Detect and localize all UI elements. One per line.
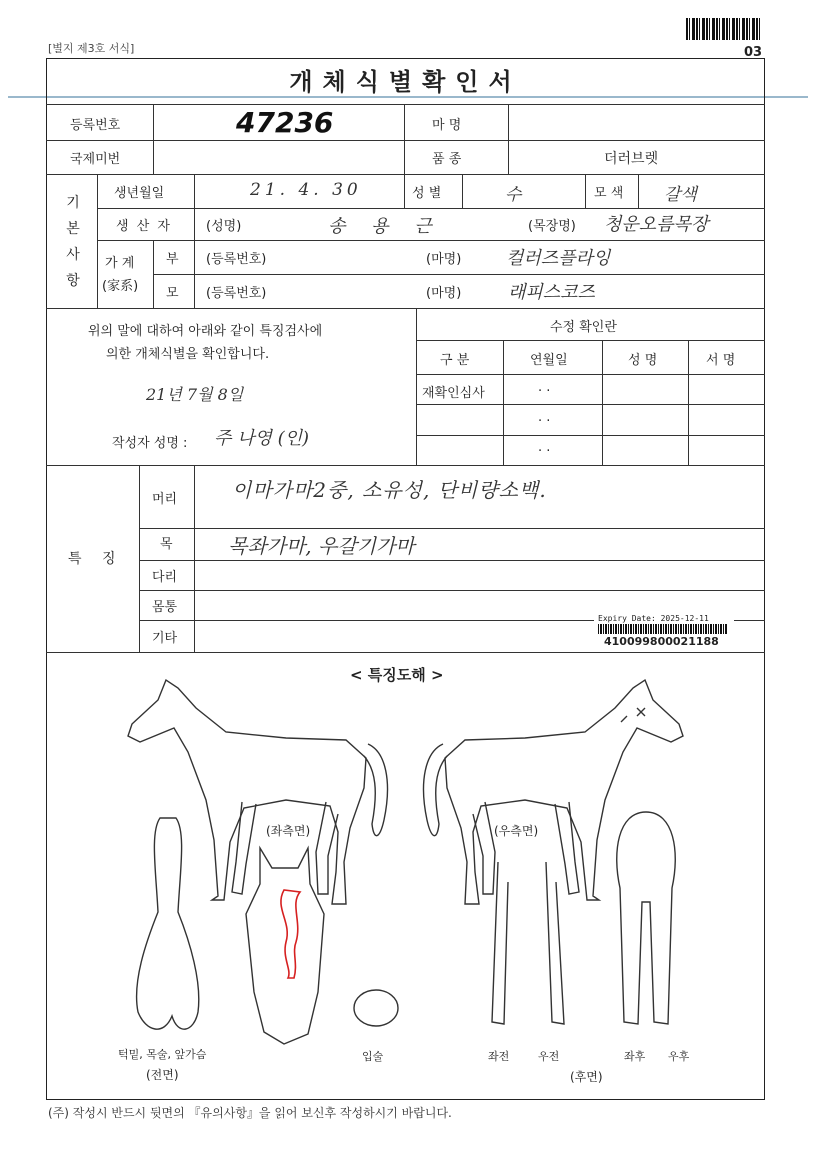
left-front-caption: 좌전 <box>488 1050 510 1063</box>
horse-diagram <box>46 652 765 1098</box>
basic-section-label: 기본사항 <box>66 195 80 289</box>
pedigree-hanja: (家系) <box>102 279 139 294</box>
dam-name-hint: (마명) <box>426 286 462 301</box>
rev-row3-date: . . <box>538 440 551 455</box>
expiry-sticker <box>594 612 734 652</box>
dam-label: 모 <box>166 286 179 301</box>
page-number: 03 <box>744 45 763 60</box>
revision-title: 수정 확인란 <box>550 320 617 335</box>
sex-label: 성 별 <box>412 186 442 201</box>
lips-view <box>354 990 398 1026</box>
rev-col-sign: 서 명 <box>706 353 736 368</box>
intl-no-label: 국제미번 <box>70 152 121 167</box>
neck-label: 목 <box>160 537 173 552</box>
birth-value: 21. 4. 30 <box>250 180 362 200</box>
horse-name-label: 마 명 <box>432 118 462 133</box>
top-barcode <box>686 18 762 40</box>
breed-value: 더러브렛 <box>604 151 659 167</box>
farm-hint: (목장명) <box>528 219 576 234</box>
reg-no-value: 47236 <box>236 106 334 139</box>
breed-label: 품 종 <box>432 152 462 167</box>
right-side-horse <box>424 680 683 904</box>
sticker-barcode <box>598 624 728 634</box>
head-front-view <box>246 848 324 1044</box>
right-side-caption: (우측면) <box>494 824 539 838</box>
color-value: 갈색 <box>664 185 697 205</box>
confirm-date: 21년 7월 8일 <box>146 385 244 404</box>
rear-view-horse <box>617 812 676 1024</box>
sire-name-hint: (마명) <box>426 252 462 267</box>
front-view-horse <box>137 818 199 1029</box>
writer-value: 주 나영 (인) <box>214 428 310 449</box>
statement-line2: 의한 개체식별을 확인합니다. <box>106 347 270 362</box>
leg-label: 다리 <box>152 570 178 585</box>
rear-view-caption: (후면) <box>570 1070 603 1084</box>
right-front-caption: 우전 <box>538 1050 560 1063</box>
right-hind-caption: 우후 <box>668 1050 690 1063</box>
dam-reg-hint: (등록번호) <box>206 286 267 301</box>
pedigree-label: 가 계 <box>105 256 135 271</box>
front-caption: 턱밑, 목술, 앞가슴 <box>118 1048 207 1061</box>
expiry-date: Expiry Date: 2025-12-11 <box>598 614 709 623</box>
front-view-caption: (전면) <box>146 1068 179 1082</box>
sticker-code: 410099800021188 <box>604 635 719 648</box>
rev-row1-date: . . <box>538 380 551 395</box>
breeder-label: 생 산 자 <box>116 219 172 234</box>
rev-row1-label: 재확인심사 <box>422 386 485 401</box>
statement-line1: 위의 말에 대하여 아래와 같이 특징검사에 <box>88 324 323 339</box>
footer-note: (주) 작성시 반드시 뒷면의 『유의사항』을 읽어 보신후 작성하시기 바랍니다. <box>48 1106 452 1120</box>
form-number: [별지 제3호 서식] <box>48 42 135 55</box>
neck-value: 목좌가마, 우갈기가마 <box>228 534 415 558</box>
breeder-name-value: 송 용 근 <box>328 216 442 237</box>
rev-col-name: 성 명 <box>628 353 658 368</box>
head-label: 머리 <box>152 492 178 507</box>
other-label: 기타 <box>152 631 178 646</box>
left-side-horse <box>128 680 387 904</box>
writer-label: 작성자 성명 : <box>112 436 188 451</box>
features-section-label: 특 징 <box>68 551 124 567</box>
diagram-title: < 특징도해 > <box>350 666 444 684</box>
rev-col-type: 구 분 <box>440 353 470 368</box>
document-title: 개체식별확인서 <box>289 68 522 96</box>
reg-no-label: 등록번호 <box>70 118 121 133</box>
sire-reg-hint: (등록번호) <box>206 252 267 267</box>
rev-col-date: 연월일 <box>530 353 568 368</box>
left-hind-caption: 좌후 <box>624 1050 646 1063</box>
dam-name-value: 래피스코즈 <box>508 282 595 303</box>
rev-row2-date: . . <box>538 410 551 425</box>
color-label: 모 색 <box>594 186 624 201</box>
birth-label: 생년월일 <box>114 186 165 201</box>
sire-name-value: 컬러즈플라잉 <box>506 248 611 269</box>
sire-label: 부 <box>166 252 179 267</box>
sex-value: 수 <box>505 185 522 205</box>
breeder-name-hint: (성명) <box>206 219 242 234</box>
head-value: 이마가마2중, 소유성, 단비량소백. <box>232 478 547 502</box>
body-label: 몸통 <box>152 600 178 615</box>
lips-caption: 입술 <box>362 1050 384 1063</box>
left-side-caption: (좌측면) <box>266 824 311 838</box>
farm-value: 청운오름목장 <box>604 214 709 235</box>
front-legs-view <box>492 862 564 1024</box>
